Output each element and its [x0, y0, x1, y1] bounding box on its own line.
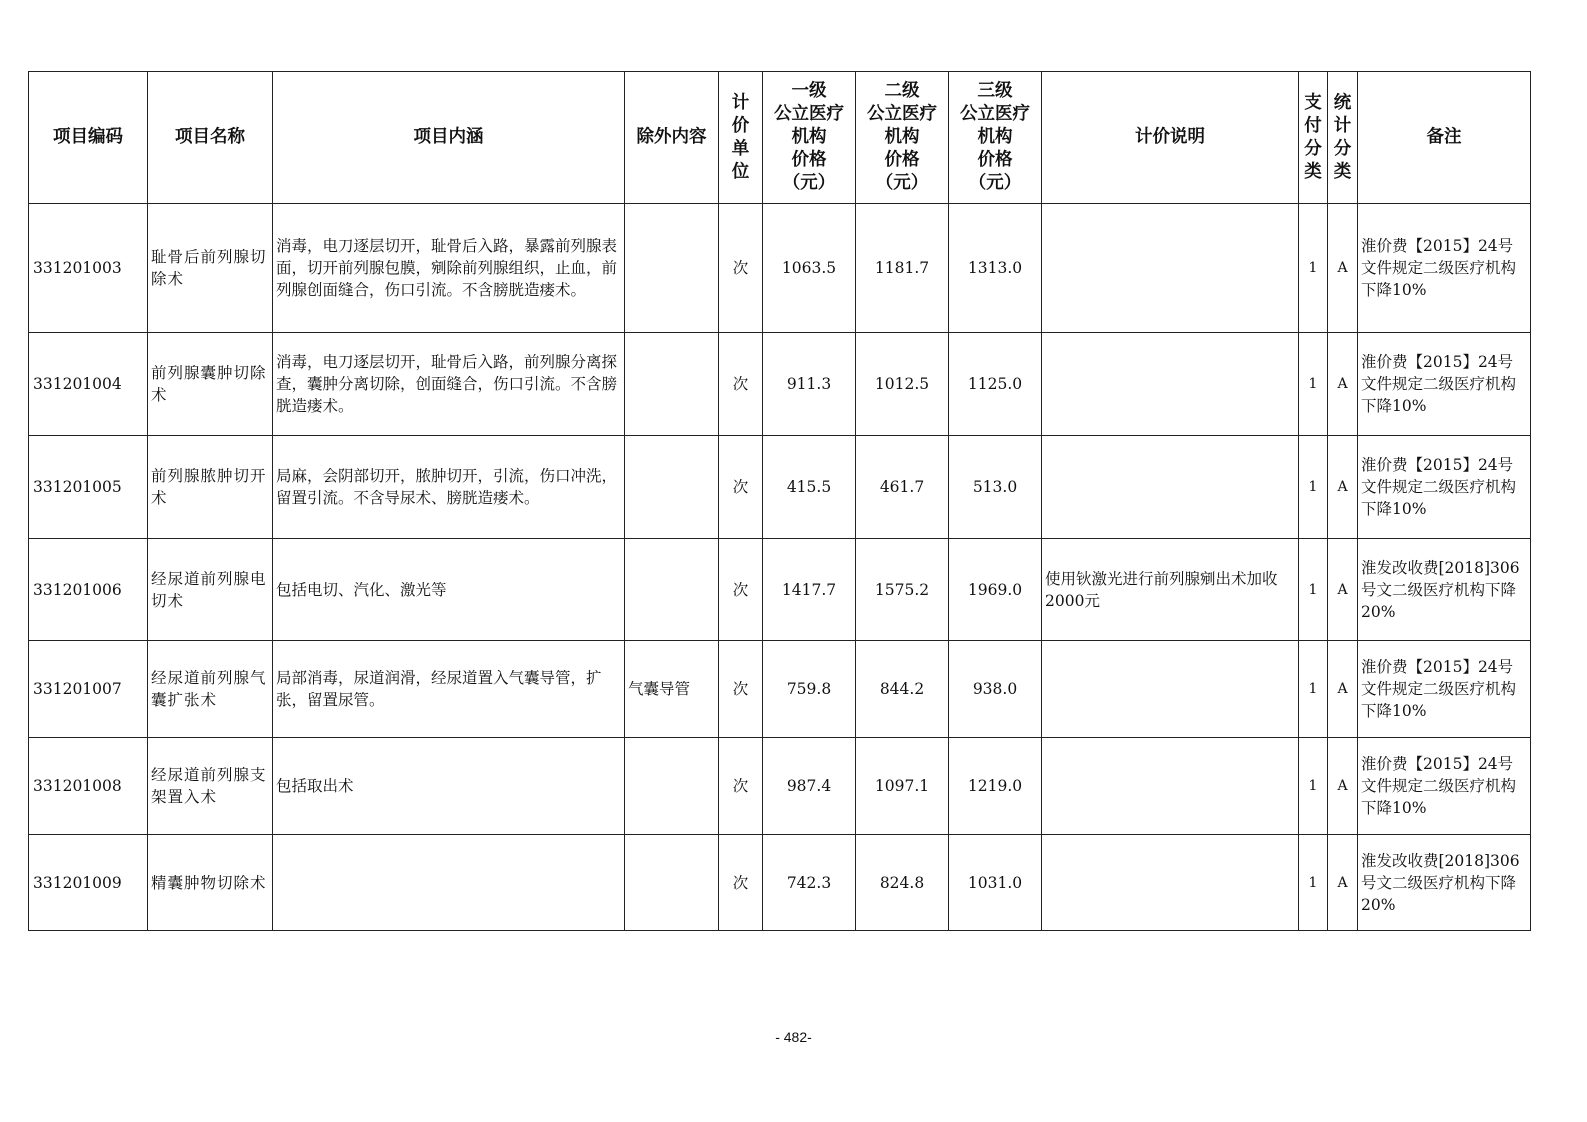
item-name: 经尿道前列腺电切术: [148, 539, 273, 641]
item-content: 包括电切、汽化、激光等: [273, 539, 625, 641]
header-price2-text: [856, 80, 948, 195]
header-text-line: 公立医疗: [774, 104, 844, 124]
header-text-line: （元）: [968, 173, 1022, 193]
item-name: 前列腺囊肿切除术: [148, 333, 273, 436]
item-exclude: [625, 333, 719, 436]
item-price-level2: 461.7: [856, 436, 949, 539]
item-content: 局部消毒，尿道润滑，经尿道置入气囊导管，扩张，留置尿管。: [273, 641, 625, 738]
header-text-line: 公立医疗: [960, 104, 1030, 124]
item-code: 331201007: [29, 641, 148, 738]
item-stat-class: A: [1328, 204, 1358, 333]
header-text-line: 分: [1333, 138, 1352, 159]
item-pay-class: 1: [1299, 738, 1328, 835]
item-stat-class: A: [1328, 835, 1358, 931]
item-price-level2: 1012.5: [856, 333, 949, 436]
item-note: 淮价费【2015】24号文件规定二级医疗机构下降10%: [1358, 738, 1531, 835]
item-name: 前列腺脓肿切开术: [148, 436, 273, 539]
item-exclude: [625, 835, 719, 931]
item-exclude: [625, 436, 719, 539]
header-text-line: 价格: [977, 150, 1013, 170]
item-content: 消毒，电刀逐层切开，耻骨后入路，暴露前列腺表面，切开前列腺包膜，剜除前列腺组织，止血，前列腺创面缝合，伤口引流。不含膀胱造瘘术。: [273, 204, 625, 333]
item-stat-class: A: [1328, 436, 1358, 539]
header-text-line: 公立医疗: [867, 104, 937, 124]
header-unit-text: [719, 92, 762, 184]
item-explain: [1042, 835, 1299, 931]
table-row: [29, 641, 1531, 738]
item-price-level1: 1063.5: [763, 204, 856, 333]
header-text-line: 类: [1304, 161, 1322, 182]
item-pay-class: 1: [1299, 835, 1328, 931]
item-code: 331201005: [29, 436, 148, 539]
header-exclude: 除外内容: [625, 72, 719, 204]
header-code: 项目编码: [29, 72, 148, 204]
item-code: 331201004: [29, 333, 148, 436]
item-explain: [1042, 333, 1299, 436]
header-text-line: （元）: [875, 173, 929, 193]
header-pay: [1299, 72, 1328, 204]
item-content: [273, 835, 625, 931]
header-explain: 计价说明: [1042, 72, 1299, 204]
header-price3: [949, 72, 1042, 204]
header-price3-text: [949, 80, 1041, 195]
header-text-line: 统: [1333, 92, 1352, 113]
header-stat: [1328, 72, 1358, 204]
header-price1-text: [763, 80, 855, 195]
header-text-line: 二级: [884, 81, 920, 101]
item-price-level2: 1181.7: [856, 204, 949, 333]
item-price-level2: 824.8: [856, 835, 949, 931]
item-code: 331201009: [29, 835, 148, 931]
table-row: [29, 539, 1531, 641]
item-note: 淮价费【2015】24号文件规定二级医疗机构下降10%: [1358, 436, 1531, 539]
item-unit: 次: [719, 835, 763, 931]
item-code: 331201006: [29, 539, 148, 641]
item-price-level2: 1575.2: [856, 539, 949, 641]
header-text-line: 单: [731, 138, 750, 159]
header-text-line: （元）: [782, 173, 836, 193]
item-unit: 次: [719, 738, 763, 835]
item-price-level3: 1125.0: [949, 333, 1042, 436]
item-stat-class: A: [1328, 641, 1358, 738]
table-row: [29, 204, 1531, 333]
header-price1: [763, 72, 856, 204]
header-note: 备注: [1358, 72, 1531, 204]
item-content: 消毒，电刀逐层切开，耻骨后入路，前列腺分离探查，囊肿分离切除，创面缝合，伤口引流。不含膀胱造瘘术。: [273, 333, 625, 436]
item-explain: [1042, 204, 1299, 333]
header-text-line: 三级: [977, 81, 1013, 101]
item-name: 精囊肿物切除术: [148, 835, 273, 931]
item-price-level3: 1969.0: [949, 539, 1042, 641]
item-price-level3: 938.0: [949, 641, 1042, 738]
item-unit: 次: [719, 539, 763, 641]
header-row: [29, 72, 1531, 204]
item-price-level1: 987.4: [763, 738, 856, 835]
item-price-level2: 844.2: [856, 641, 949, 738]
item-unit: 次: [719, 436, 763, 539]
item-note: 淮价费【2015】24号文件规定二级医疗机构下降10%: [1358, 204, 1531, 333]
item-content: 包括取出术: [273, 738, 625, 835]
item-explain: [1042, 738, 1299, 835]
table-row: [29, 333, 1531, 436]
table-row: [29, 738, 1531, 835]
item-pay-class: 1: [1299, 204, 1328, 333]
item-price-level3: 1031.0: [949, 835, 1042, 931]
header-text-line: 一级: [791, 81, 827, 101]
header-unit: [719, 72, 763, 204]
item-price-level1: 1417.7: [763, 539, 856, 641]
header-text-line: 价: [731, 115, 750, 136]
item-price-level3: 1219.0: [949, 738, 1042, 835]
header-text-line: 价格: [884, 150, 920, 170]
header-text-line: 机构: [884, 127, 920, 147]
item-explain: [1042, 641, 1299, 738]
item-code: 331201008: [29, 738, 148, 835]
item-price-level1: 742.3: [763, 835, 856, 931]
header-content: 项目内涵: [273, 72, 625, 204]
item-unit: 次: [719, 333, 763, 436]
item-price-level2: 1097.1: [856, 738, 949, 835]
item-pay-class: 1: [1299, 333, 1328, 436]
header-text-line: 支: [1304, 92, 1322, 113]
header-stat-text: [1328, 92, 1357, 184]
item-pay-class: 1: [1299, 539, 1328, 641]
item-note: 淮发改收费[2018]306号文二级医疗机构下降20%: [1358, 835, 1531, 931]
item-note: 淮发改收费[2018]306号文二级医疗机构下降20%: [1358, 539, 1531, 641]
item-code: 331201003: [29, 204, 148, 333]
item-note: 淮价费【2015】24号文件规定二级医疗机构下降10%: [1358, 333, 1531, 436]
item-price-level3: 513.0: [949, 436, 1042, 539]
item-price-level1: 415.5: [763, 436, 856, 539]
item-price-level1: 911.3: [763, 333, 856, 436]
item-stat-class: A: [1328, 539, 1358, 641]
header-text-line: 付: [1304, 115, 1322, 136]
item-exclude: [625, 539, 719, 641]
header-text-line: 机构: [791, 127, 827, 147]
item-unit: 次: [719, 204, 763, 333]
item-content: 局麻，会阴部切开，脓肿切开，引流，伤口冲洗，留置引流。不含导尿术、膀胱造瘘术。: [273, 436, 625, 539]
header-text-line: 计: [731, 92, 750, 113]
table-row: [29, 835, 1531, 931]
item-note: 淮价费【2015】24号文件规定二级医疗机构下降10%: [1358, 641, 1531, 738]
item-name: 经尿道前列腺气囊扩张术: [148, 641, 273, 738]
price-table: [28, 71, 1531, 931]
item-exclude: 气囊导管: [625, 641, 719, 738]
header-text-line: 价格: [791, 150, 827, 170]
item-name: 经尿道前列腺支架置入术: [148, 738, 273, 835]
header-price2: [856, 72, 949, 204]
item-stat-class: A: [1328, 333, 1358, 436]
header-pay-text: [1299, 92, 1327, 184]
item-pay-class: 1: [1299, 436, 1328, 539]
item-pay-class: 1: [1299, 641, 1328, 738]
header-text-line: 位: [731, 161, 750, 182]
header-text-line: 类: [1333, 161, 1352, 182]
item-price-level3: 1313.0: [949, 204, 1042, 333]
table-row: [29, 436, 1531, 539]
item-explain: [1042, 436, 1299, 539]
page-number: - 482-: [775, 1029, 812, 1045]
item-stat-class: A: [1328, 738, 1358, 835]
header-text-line: 分: [1304, 138, 1322, 159]
header-text-line: 计: [1333, 115, 1352, 136]
item-unit: 次: [719, 641, 763, 738]
item-name: 耻骨后前列腺切除术: [148, 204, 273, 333]
header-name: 项目名称: [148, 72, 273, 204]
item-price-level1: 759.8: [763, 641, 856, 738]
item-exclude: [625, 738, 719, 835]
item-exclude: [625, 204, 719, 333]
header-text-line: 机构: [977, 127, 1013, 147]
item-explain: 使用钬激光进行前列腺剜出术加收2000元: [1042, 539, 1299, 641]
